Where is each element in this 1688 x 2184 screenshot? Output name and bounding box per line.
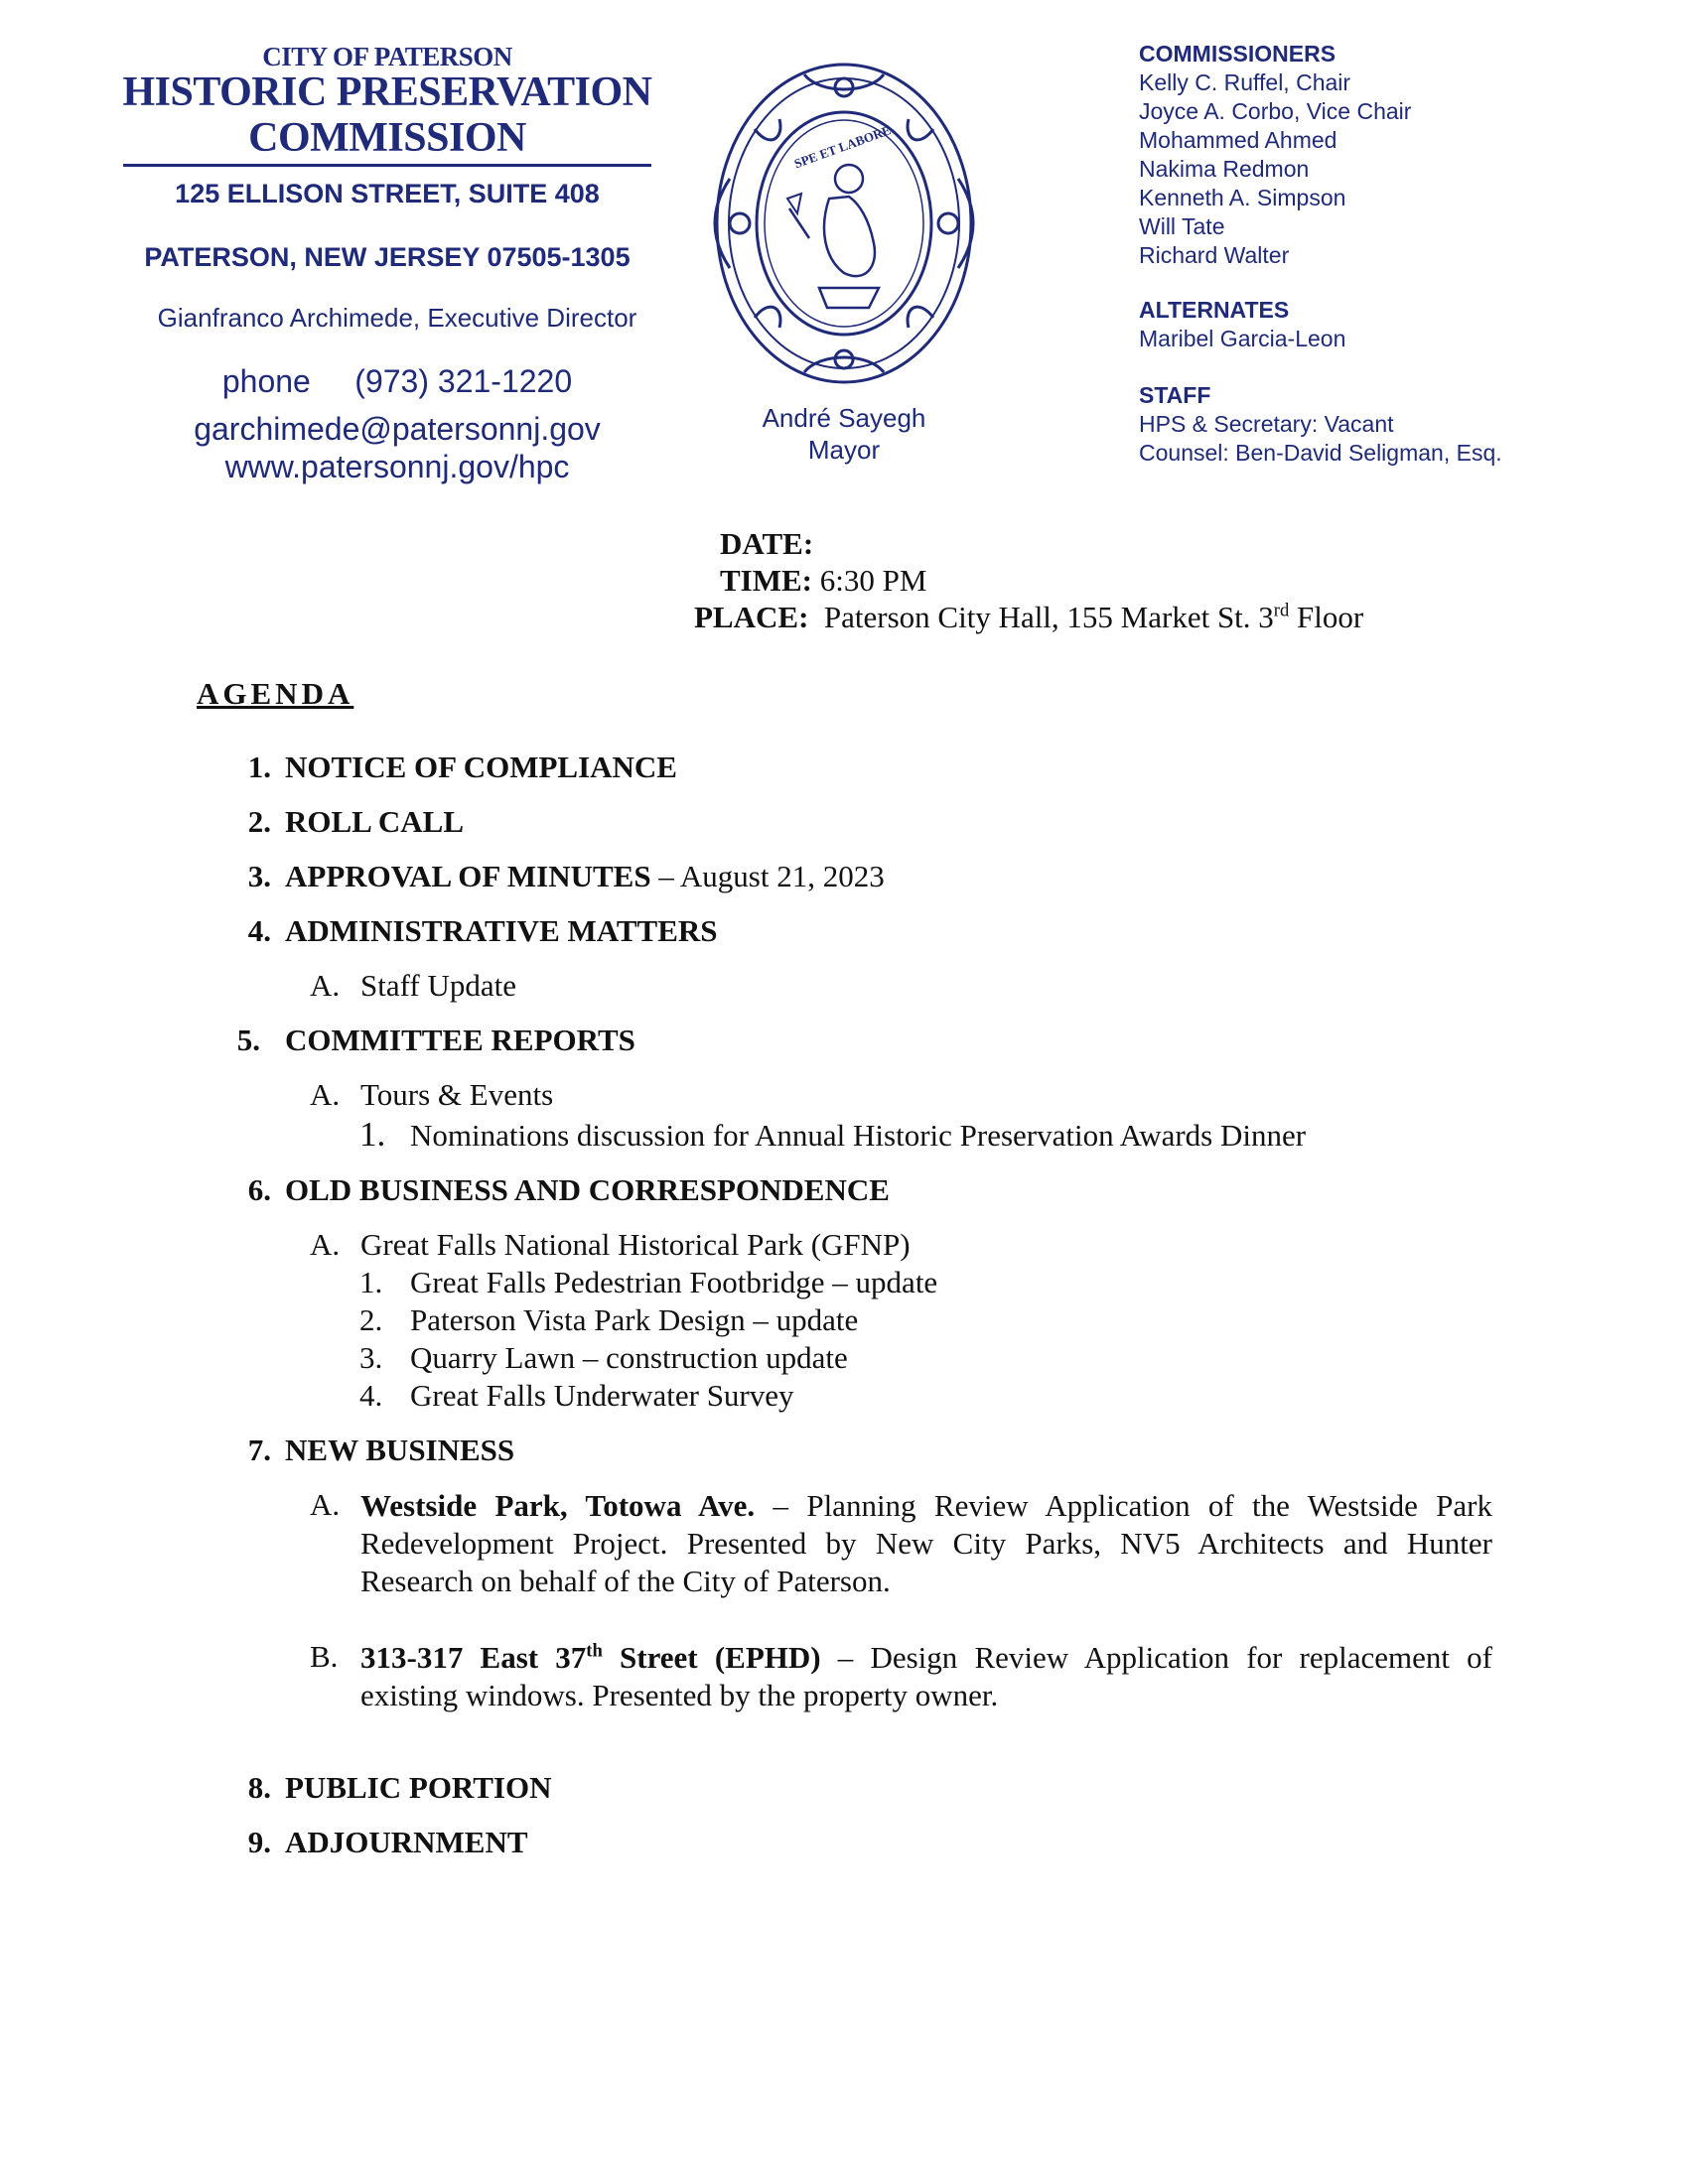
letterhead-street: 125 ELLISON STREET, SUITE 408 [175, 179, 600, 208]
agenda-item-number: 4. [247, 913, 271, 948]
commissioner-name: Mohammed Ahmed [1139, 127, 1337, 153]
letterhead-commission-name [119, 69, 655, 161]
staff-section [1139, 381, 1502, 468]
agenda-item-number: 5. [236, 1023, 260, 1057]
agenda-item-title: NOTICE OF COMPLIANCE [285, 750, 677, 784]
time-value: 6:30 PM [819, 563, 927, 598]
meeting-place [694, 600, 1363, 635]
city-seal [710, 60, 978, 387]
agenda-item-number: 3. [247, 859, 271, 893]
commissioner-name: Kelly C. Ruffel, Chair [1139, 69, 1351, 95]
staff-member: HPS & Secretary: Vacant [1139, 411, 1394, 437]
subitem-letter: A. [310, 1487, 341, 1522]
agenda-item-title: ROLL CALL [285, 804, 465, 839]
mayor-title: Mayor [807, 435, 881, 465]
new-business-b-title-pre: 313-317 East 37 [360, 1640, 587, 1675]
agenda-item-number: 6. [247, 1172, 271, 1207]
new-business-b-title-post: Street (EPHD) [602, 1640, 821, 1675]
letterhead-city: CITY OF PATERSON [262, 42, 512, 71]
date-label: DATE: [720, 526, 814, 561]
commissioners-section [1139, 40, 1411, 270]
new-business-a-text: – Planning Review Application of the Westside Park Redevelopment Project. Presented by New City Parks, NV5 Architects and Hunter Research on behalf of the City of Paterson. [360, 1488, 1492, 1598]
commission-line-1: HISTORIC PRESERVATION [122, 69, 652, 115]
commissioner-name: Richard Walter [1139, 242, 1290, 268]
new-business-b [360, 1639, 1492, 1714]
place-label: PLACE: [694, 600, 809, 634]
subsubitem-number: 4. [359, 1378, 383, 1413]
commission-line-2: COMMISSION [248, 115, 526, 161]
subsubitem-number: 1. [359, 1115, 386, 1154]
place-value-text: Paterson City Hall, 155 Market St. 3 [823, 600, 1274, 634]
subsubitem-number: 3. [359, 1340, 383, 1375]
agenda-item-title: ADJOURNMENT [285, 1825, 528, 1859]
letterhead-city-state: PATERSON, NEW JERSEY 07505-1305 [144, 242, 631, 272]
place-value-ordinal: rd [1273, 600, 1290, 621]
subsubitem-text: Nominations discussion for Annual Historic Preservation Awards Dinner [410, 1118, 1307, 1153]
commissioner-name: Will Tate [1139, 213, 1225, 239]
mayor-name: André Sayegh [762, 403, 926, 433]
seal-motto: SPE ET LABORE [791, 122, 894, 172]
agenda-item-line [285, 859, 885, 894]
letterhead-phone [119, 363, 675, 400]
agenda-item-number: 8. [247, 1770, 271, 1805]
commissioner-name: Nakima Redmon [1139, 156, 1310, 182]
place-value-floor: Floor [1289, 600, 1364, 634]
subsubitem-text: Great Falls Pedestrian Footbridge – update [410, 1265, 938, 1299]
agenda-item-number: 2. [247, 804, 271, 839]
mayor-block [695, 402, 993, 466]
meeting-time [720, 563, 926, 599]
subitem-letter: B. [310, 1639, 339, 1674]
new-business-b-text: – Design Review Application for replacement of existing windows. Presented by the property owner. [360, 1640, 1493, 1712]
commissioner-name: Kenneth A. Simpson [1139, 185, 1346, 210]
meeting-date [720, 526, 813, 562]
alternate-name: Maribel Garcia-Leon [1139, 326, 1346, 351]
letterhead-email[interactable]: garchimede@patersonnj.gov [194, 411, 601, 447]
alternates-section [1139, 296, 1345, 353]
new-business-a-title: Westside Park, Totowa Ave. [360, 1488, 756, 1523]
agenda-item-title: NEW BUSINESS [285, 1433, 515, 1467]
subitem-text: Tours & Events [360, 1077, 554, 1112]
subitem-text: Great Falls National Historical Park (GFNP) [360, 1227, 911, 1262]
new-business-b-title-ordinal: th [586, 1640, 603, 1662]
letterhead-director: Gianfranco Archimede, Executive Director [157, 303, 637, 333]
time-label: TIME: [720, 563, 812, 598]
place-value [824, 600, 1363, 634]
subitem-letter: A. [310, 1227, 341, 1262]
agenda-item-number: 1. [247, 750, 271, 784]
subitem-letter: A. [310, 1077, 341, 1112]
new-business-b-title [360, 1640, 821, 1675]
commissioners-heading: COMMISSIONERS [1139, 41, 1336, 67]
subsubitem-number: 2. [359, 1302, 383, 1337]
staff-heading: STAFF [1139, 382, 1211, 408]
city-seal-icon [710, 60, 978, 387]
alternates-heading: ALTERNATES [1139, 297, 1290, 323]
letterhead-divider [123, 164, 651, 167]
agenda-heading: AGENDA [197, 676, 354, 711]
subsubitem-number: 1. [359, 1265, 383, 1299]
agenda-item-title: COMMITTEE REPORTS [285, 1023, 635, 1057]
agenda-item-number: 7. [247, 1433, 271, 1467]
staff-member: Counsel: Ben-David Seligman, Esq. [1139, 440, 1502, 466]
agenda-item-title: APPROVAL OF MINUTES [285, 859, 651, 893]
phone-number: (973) 321-1220 [354, 363, 573, 399]
subsubitem-text: Great Falls Underwater Survey [410, 1378, 794, 1413]
commissioner-name: Joyce A. Corbo, Vice Chair [1139, 98, 1412, 124]
phone-label: phone [221, 363, 311, 399]
agenda-item-title: OLD BUSINESS AND CORRESPONDENCE [285, 1172, 890, 1207]
letterhead-website[interactable]: www.patersonnj.gov/hpc [224, 449, 570, 484]
new-business-a [360, 1487, 1492, 1600]
subsubitem-text: Paterson Vista Park Design – update [410, 1302, 859, 1337]
subitem-text: Staff Update [360, 968, 516, 1003]
agenda-item-detail: – August 21, 2023 [650, 859, 885, 893]
subitem-letter: A. [310, 968, 341, 1003]
agenda-item-title: ADMINISTRATIVE MATTERS [285, 913, 718, 948]
agenda-item-title: PUBLIC PORTION [285, 1770, 552, 1805]
subsubitem-text: Quarry Lawn – construction update [410, 1340, 848, 1375]
agenda-item-number: 9. [247, 1825, 271, 1859]
